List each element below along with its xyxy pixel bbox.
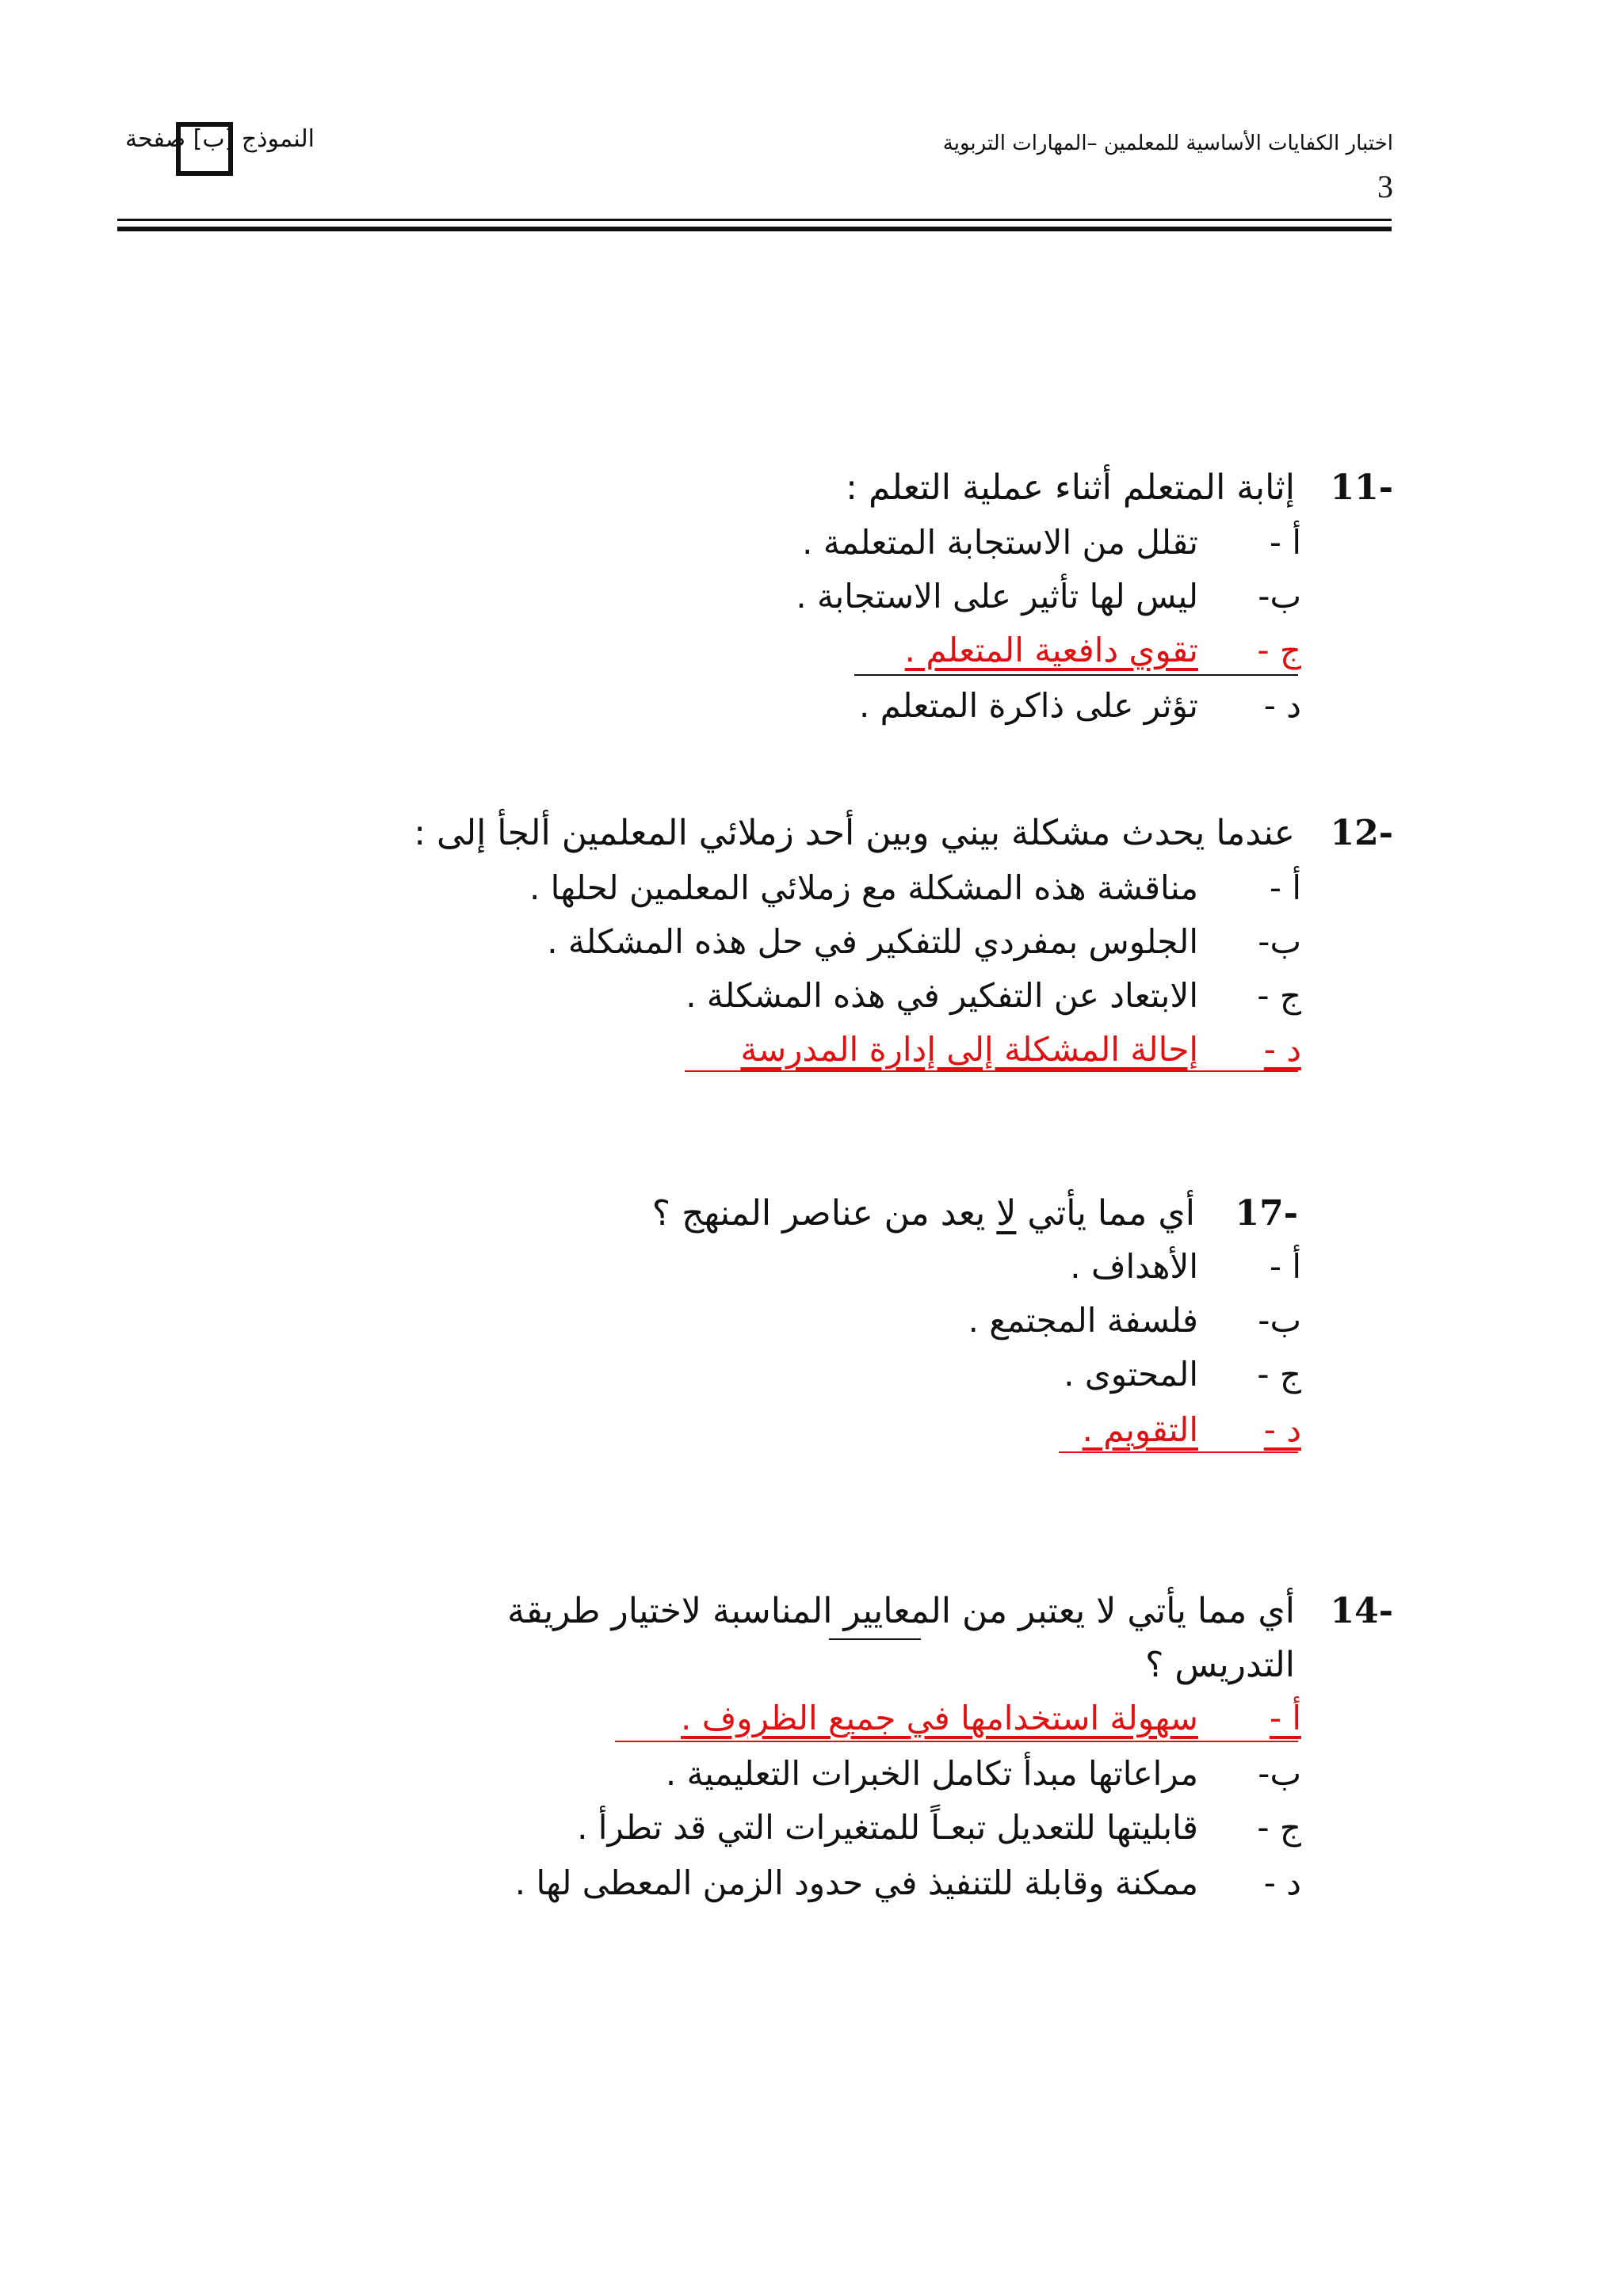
option-letter: أ - (1269, 1699, 1301, 1737)
option-letter: أ - (1269, 523, 1301, 562)
answer-underline (615, 1741, 1298, 1742)
option-letter: أ - (1269, 868, 1301, 907)
option-letter: د - (1263, 1410, 1301, 1449)
header-divider-thick (117, 227, 1392, 231)
option-letter: ب- (1258, 1301, 1301, 1340)
option-text: الأهداف . (1070, 1247, 1198, 1286)
form-box (176, 122, 233, 176)
option-text: ممكنة وقابلة للتنفيذ في حدود الزمن المعطى لها . (514, 1863, 1198, 1902)
question-number: 17- (1235, 1193, 1298, 1234)
option-letter: ج - (1257, 976, 1301, 1015)
question-text-part: يعد من عناصر المنهج ؟ (651, 1193, 997, 1234)
option-text: فلسفة المجتمع . (968, 1301, 1198, 1340)
form-label: النموذج [ب] صفحة (125, 125, 315, 153)
correct-option-text: إحالة المشكلة إلى إدارة المدرسة (740, 1030, 1198, 1069)
option-text: ليس لها تأثير على الاستجابة . (796, 577, 1198, 616)
option-letter: د - (1263, 1030, 1301, 1069)
header-divider (117, 219, 1392, 221)
correct-option-text: تقوي دافعية المتعلم . (904, 631, 1198, 669)
option-text: الابتعاد عن التفكير في هذه المشكلة . (685, 976, 1198, 1015)
option-text: تؤثر على ذاكرة المتعلم . (858, 686, 1198, 725)
question-number: 11- (1330, 467, 1393, 508)
page-number: 3 (1377, 169, 1393, 204)
option-letter: أ - (1269, 1247, 1301, 1286)
question-text (652, 1193, 1195, 1234)
answer-underline (685, 1070, 1298, 1072)
option-letter: ب- (1258, 922, 1301, 961)
option-text: قابليتها للتعديل تبعـاً للمتغيرات التي قد تطرأ . (577, 1808, 1198, 1847)
question-text-continued: التدريس ؟ (1145, 1645, 1295, 1685)
option-letter: ج - (1257, 1355, 1301, 1394)
option-letter: ب- (1258, 577, 1301, 616)
header-title: اختبار الكفايات الأساسية للمعلمين –المهارات التربوية (942, 132, 1393, 155)
option-letter: د - (1263, 686, 1301, 725)
question-text-part: أي مما يأتي (1016, 1193, 1195, 1234)
correct-option-text: سهولة استخدامها في جميع الظروف . (681, 1699, 1198, 1737)
option-text: مناقشة هذه المشكلة مع زملائي المعلمين لحلها . (529, 868, 1198, 907)
correct-option-text: التقويم . (1082, 1410, 1198, 1449)
question-text: إثابة المتعلم أثناء عملية التعلم : (846, 467, 1295, 508)
question-number: 14- (1330, 1591, 1393, 1631)
option-text: تقلل من الاستجابة المتعلمة . (802, 523, 1198, 562)
answer-underline (1059, 1451, 1298, 1453)
blank-line (829, 1638, 921, 1640)
option-letter: ج - (1257, 631, 1301, 669)
question-text: عندما يحدث مشكلة بيني وبين أحد زملائي المعلمين ألجأ إلى : (414, 813, 1295, 853)
option-letter: د - (1263, 1863, 1301, 1902)
question-number: 12- (1330, 813, 1393, 853)
question-text: أي مما يأتي لا يعتبر من المعايير المناسبة لاختيار طريقة (507, 1591, 1295, 1631)
option-text: مراعاتها مبدأ تكامل الخبرات التعليمية . (665, 1754, 1198, 1793)
negation-word: لا (996, 1193, 1017, 1234)
option-letter: ب- (1258, 1754, 1301, 1793)
option-letter: ج - (1257, 1808, 1301, 1847)
answer-underline (854, 674, 1298, 676)
option-text: المحتوى . (1064, 1355, 1198, 1394)
option-text: الجلوس بمفردي للتفكير في حل هذه المشكلة . (547, 922, 1198, 961)
